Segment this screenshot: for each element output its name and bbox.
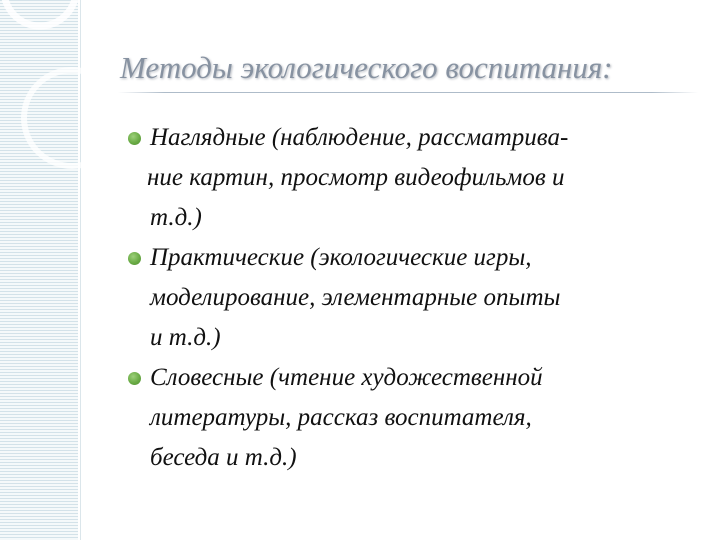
title-underline xyxy=(118,92,698,93)
bullet-line: Наглядные (наблюдение, рассматрива- xyxy=(150,124,569,151)
bullet-item-practical xyxy=(128,238,698,358)
bullet-item-visual xyxy=(128,118,698,238)
bullet-line: т.д.) xyxy=(150,204,202,231)
decorative-circles-icon xyxy=(0,0,120,200)
bullet-line: ние картин, просмотр видеофильмов и xyxy=(147,164,565,191)
bullet-line: моделирование, элементарные опыты xyxy=(150,284,561,311)
green-circle-bullet-icon xyxy=(128,372,141,385)
green-circle-bullet-icon xyxy=(128,252,141,265)
bullet-line: беседа и т.д.) xyxy=(150,444,297,471)
bullet-line: Практические (экологические игры, xyxy=(150,244,532,271)
slide-title: Методы экологического воспитания: xyxy=(120,50,613,85)
bullet-list xyxy=(128,118,698,478)
green-circle-bullet-icon xyxy=(128,132,141,145)
bullet-line: Словесные (чтение художественной xyxy=(150,364,543,391)
bullet-item-verbal xyxy=(128,358,698,478)
bullet-line: и т.д.) xyxy=(150,324,221,351)
bullet-line: литературы, рассказ воспитателя, xyxy=(150,404,532,431)
